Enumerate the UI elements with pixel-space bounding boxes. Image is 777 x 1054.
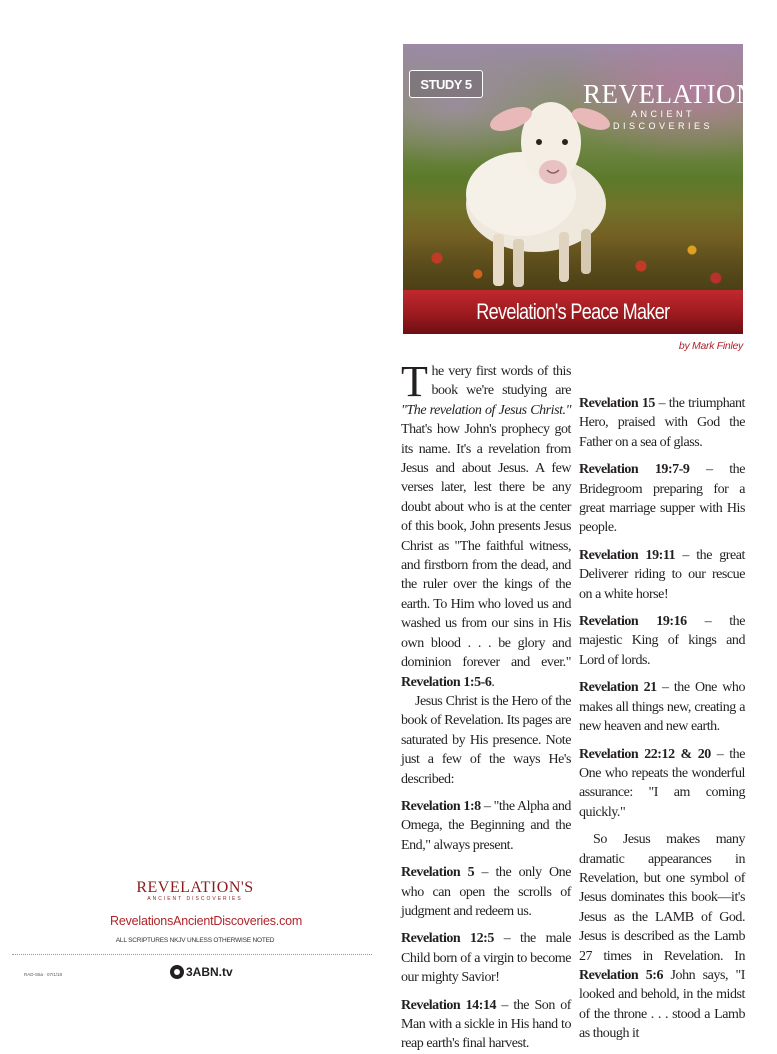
article-column-left [401, 357, 571, 1054]
scripture-ref: Revelation 21 [579, 680, 657, 696]
list-item: Revelation 19:7-9 – the Bridegroom preparing for a great marriage supper with His people. [579, 462, 745, 536]
hero-image [403, 44, 777, 290]
scripture-ref: Revelation 19:7-9 [579, 462, 690, 478]
scripture-ref: Revelation 5:6 [579, 967, 664, 983]
list-item: Revelation 12:5 – the male Child born of a virgin to become our mighty Savior! [401, 931, 571, 986]
network-logo-text: 3ABN.tv [186, 965, 233, 979]
scripture-version-note: ALL SCRIPTURES NKJV UNLESS OTHERWISE NOTED [115, 937, 275, 944]
scripture-ref: Revelation 12:5 [401, 931, 494, 947]
study-number-badge: STUDY 5 [409, 70, 483, 98]
network-logo-icon [170, 965, 184, 979]
list-item: Revelation 19:11 – the great Deliverer riding to our rescue on a white horse! [579, 547, 745, 602]
dotted-divider [12, 954, 372, 955]
scripture-ref: Revelation 22:12 & 20 [579, 746, 711, 762]
scripture-ref: Revelation 14:14 [401, 997, 497, 1013]
series-logo [583, 79, 777, 132]
website-link[interactable]: RevelationsAncientDiscoveries.com [110, 914, 303, 928]
drop-cap: T [401, 357, 428, 406]
closing-paragraph: So Jesus makes many dramatic appearances in Revelation, but one symbol of Jesus dominates this book—it's Jesus as the LAMB of God. Jesus is described as the Lamb 27 times in Revelation. In Revelation 5:6 John says, "I looked and behold, in the midst of the throne . . . stood a Lamb as though it [579, 832, 745, 1042]
list-item: Revelation 19:16 – the majestic King of kings and Lord of lords. [579, 614, 745, 668]
intro-paragraph: The very first words of this book we're studying are "The revelation of Jesus Christ." That's how John's prophecy got its name. It's a revelation from Jesus and about Jesus. A few verses later, lest there be any doubt about who is at the center of this book, John presents Jesus Christ as "The faithful witness, and firstborn from the dead, and the ruler over the kings of the earth. To Him who loved us and washed us from our sins in His own blood . . . be glory and dominion forever and ever." Revelation 1:5-6. [401, 357, 571, 690]
article-column-right [579, 362, 745, 1044]
list-item: Revelation 21 – the One who makes all things new, creating a new heaven and new earth. [579, 680, 745, 735]
scripture-ref: Revelation 19:11 [579, 547, 676, 563]
scripture-ref: Revelation 1:5-6 [401, 674, 492, 690]
back-cover [0, 0, 385, 1024]
intro-quote: "The revelation of Jesus Christ." [401, 402, 571, 418]
author-byline: by Mark Finley [678, 340, 743, 352]
list-item: Revelation 22:12 & 20 – the One who repeats the wonderful assurance: "I am coming quickly." [579, 746, 745, 820]
network-logo [170, 965, 233, 979]
study-title: Revelation's Peace Maker [476, 299, 670, 324]
body-paragraph: Jesus Christ is the Hero of the book of Revelation. Its pages are saturated by His presence. Note just a few of the ways He's described: [401, 693, 571, 787]
study-title-banner [403, 290, 743, 334]
scripture-ref: Revelation 5 [401, 865, 475, 881]
scripture-ref: Revelation 1:8 [401, 798, 481, 814]
revelations-logo-small [120, 880, 270, 903]
scripture-ref: Revelation 19:16 [579, 614, 687, 630]
print-code: RAD-S5a · 07/1/18 [24, 972, 63, 977]
list-item: Revelation 1:8 – "the Alpha and Omega, the Beginning and the End," always present. [401, 798, 571, 853]
series-title: REVELATION'S [583, 79, 777, 109]
logo-title: REVELATION'S [136, 879, 254, 896]
logo-subtitle: ANCIENT DISCOVERIES [147, 896, 243, 902]
list-item: Revelation 15 – the triumphant Hero, praised with God the Father on a sea of glass. [579, 396, 745, 450]
scripture-ref: Revelation 15 [579, 396, 655, 411]
list-item: Revelation 14:14 – the Son of Man with a sickle in His hand to reap earth's final harvest. [401, 997, 571, 1052]
series-subtitle: ANCIENT DISCOVERIES [612, 109, 713, 131]
list-item: Revelation 5 – the only One who can open the scrolls of judgment and redeem us. [401, 865, 571, 919]
